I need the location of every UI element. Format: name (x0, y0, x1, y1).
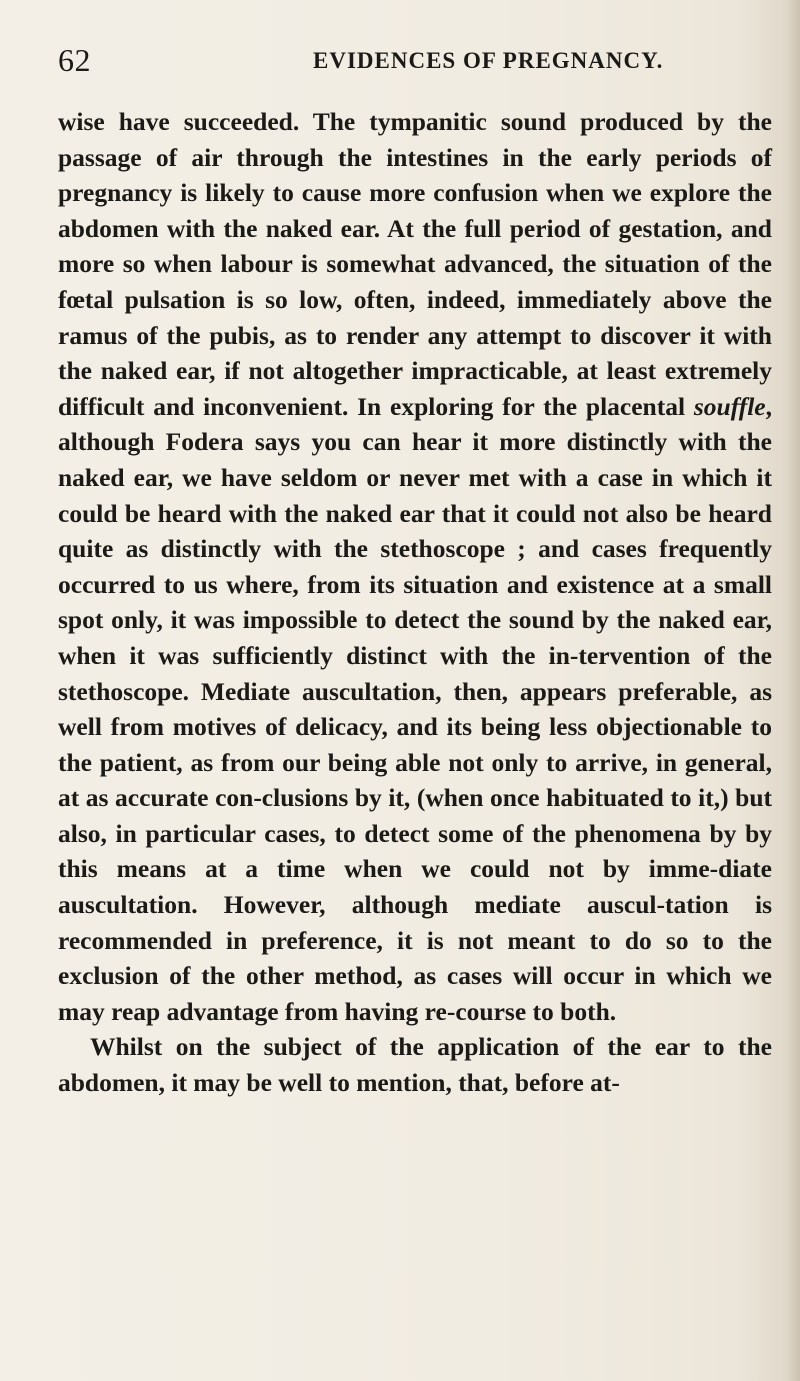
body-text (58, 104, 772, 1101)
paragraph-2: Whilst on the subject of the application of the ear to the abdomen, it may be well to mention, that, before at- (58, 1032, 772, 1098)
paragraph-1-text-b: , although Fodera says you can hear it more distinctly with the naked ear, we have seldom or never met with a case in which it could be heard with the naked ear that it could not also be heard quite as distinctly with the stethoscope ; and cases frequently occurred to us where, from its situation and existence at a small spot only, it was impossible to detect the sound by the naked ear, when it was sufficiently distinct with the in-tervention of the stethoscope. Mediate auscultation, then, appears preferable, as well from motives of delicacy, and its being less objectionable to the patient, as from our being able not only to arrive, in general, at as accurate con-clusions by it, (when once habituated to it,) but also, in particular cases, to detect some of the phenomena by by this means at a time when we could not by imme-diate auscultation. However, although mediate auscul-tation is recommended in preference, it is not meant to do so to the exclusion of the other method, as cases will occur in which we may reap advantage from having re-course to both. (58, 391, 772, 1026)
paragraph-1-text-a: wise have succeeded. The tympanitic sound produced by the passage of air through the intestines in the early periods of pregnancy is likely to cause more confusion when we explore the abdomen with the naked ear. At the full period of gestation, and more so when labour is somewhat advanced, the situation of the fœtal pulsation is so low, often, indeed, immediately above the ramus of the pubis, as to render any attempt to discover it with the naked ear, if not altogether impracticable, at least extremely difficult and inconvenient. In exploring for the placental (58, 107, 772, 421)
running-title: EVIDENCES OF PREGNANCY. (313, 48, 664, 73)
page-number: 62 (58, 42, 91, 78)
page-edge-shadow (786, 0, 800, 1381)
running-head (58, 40, 758, 80)
paragraph-1 (58, 104, 772, 1029)
italic-term: souffle (693, 391, 766, 421)
